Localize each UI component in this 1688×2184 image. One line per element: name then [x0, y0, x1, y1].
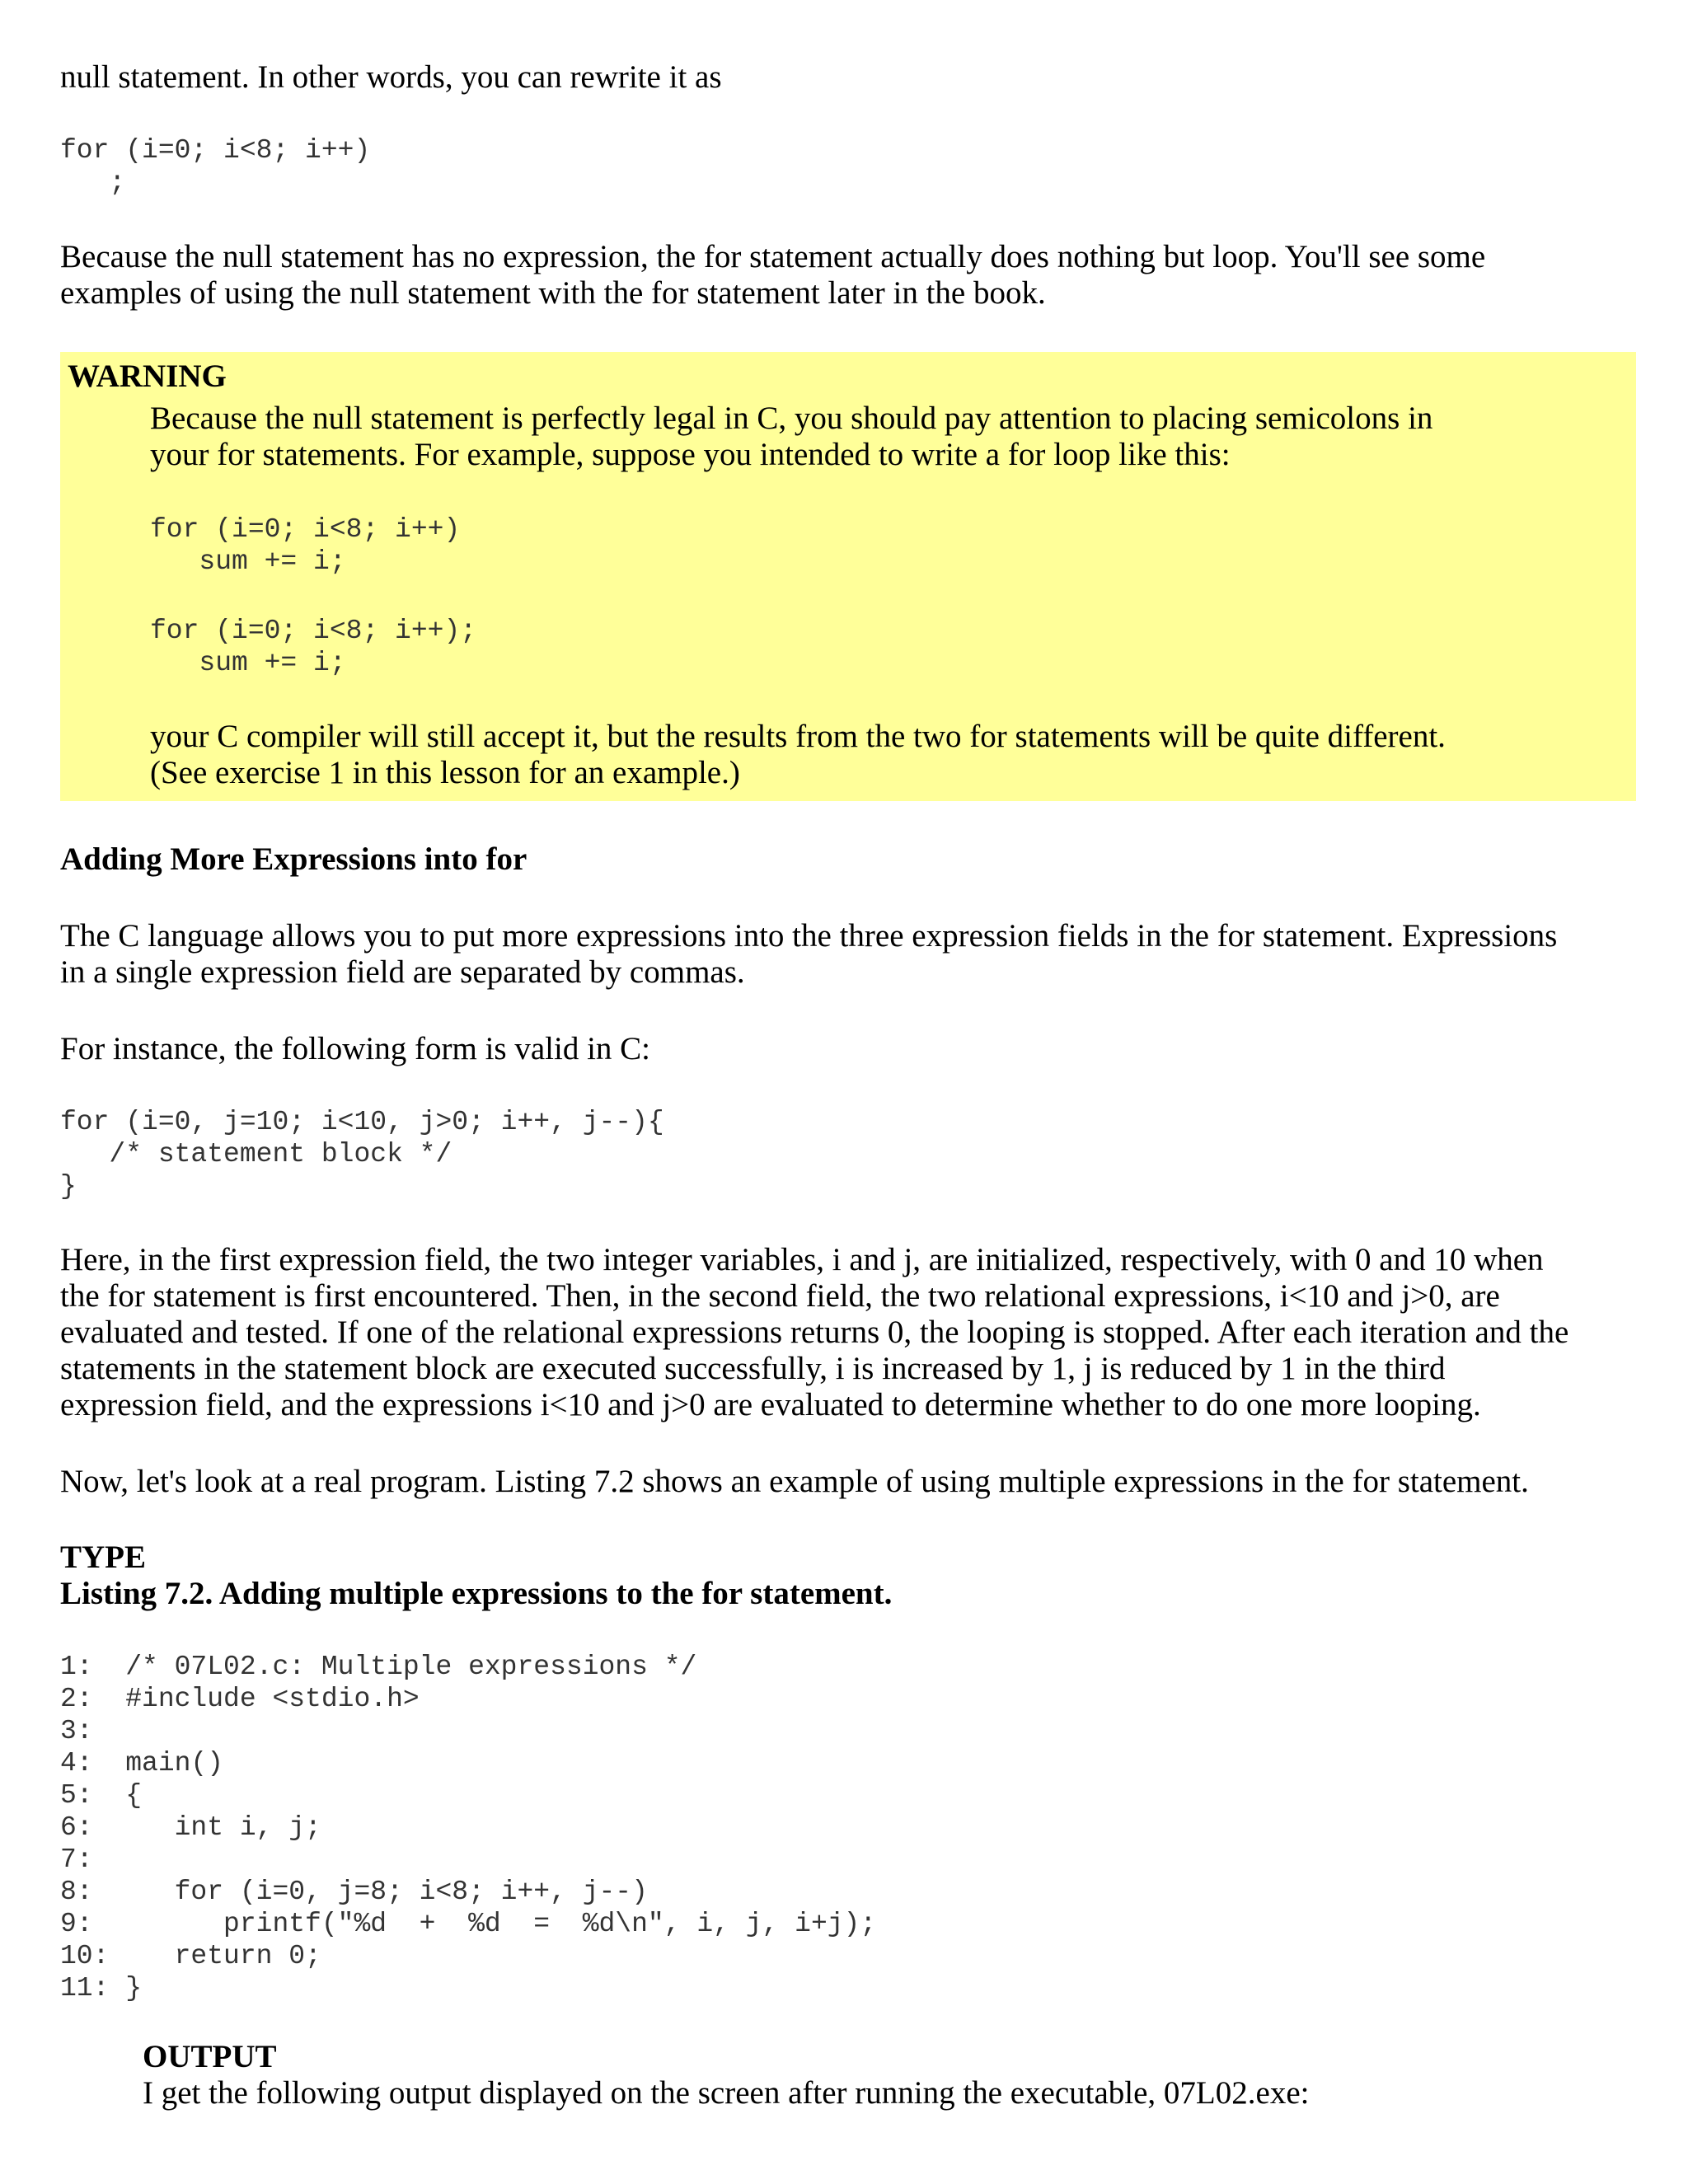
section-paragraph-1-line-1: The C language allows you to put more expressions into the three expression fields in the for statement. Expressions: [60, 918, 1558, 954]
code-multiple-expressions: for (i=0, j=10; i<10, j>0; i++, j--){ /* statement block */ }: [60, 1107, 664, 1202]
listing-title: Listing 7.2. Adding multiple expressions to the for statement.: [60, 1576, 893, 1611]
section-paragraph-3-line-5: expression field, and the expressions i<10 and j>0 are evaluated to determine whether to do one more looping.: [60, 1387, 1481, 1422]
null-statement-paragraph-line-1: Because the null statement has no expression, the for statement actually does nothing but loop. You'll see some: [60, 239, 1486, 274]
section-paragraph-3-line-2: the for statement is first encountered. Then, in the second field, the two relational expressions, i<10 and j>0, are: [60, 1278, 1500, 1314]
section-paragraph-4: Now, let's look at a real program. Listing 7.2 shows an example of using multiple expressions in the for statement.: [60, 1464, 1529, 1499]
section-paragraph-2: For instance, the following form is valid in C:: [60, 1031, 650, 1066]
warning-text-line-3: your C compiler will still accept it, but the results from the two for statements will be quite different.: [150, 719, 1446, 754]
intro-text: null statement. In other words, you can rewrite it as: [60, 59, 722, 95]
output-text: I get the following output displayed on the screen after running the executable, 07L02.exe:: [143, 2075, 1310, 2111]
code-null-loop: for (i=0; i<8; i++) ;: [60, 135, 371, 198]
null-statement-paragraph-line-2: examples of using the null statement with the for statement later in the book.: [60, 275, 1046, 311]
listing-code: 1: /* 07L02.c: Multiple expressions */ 2: #include <stdio.h> 3: 4: main() 5: { 6: int i, j; 7: 8: for (i=0, j=8; i<8; i++, j--) 9: printf("%d + %d = %d\n", i, j, i+j); 10: return 0; 11: }: [60, 1652, 877, 2004]
warning-text-line-2: your for statements. For example, suppose you intended to write a for loop like this:: [150, 437, 1231, 472]
section-heading: Adding More Expressions into for: [60, 841, 528, 877]
section-paragraph-3-line-1: Here, in the first expression field, the two integer variables, i and j, are initialized, respectively, with 0 and 10 when: [60, 1242, 1544, 1277]
listing-type-label: TYPE: [60, 1540, 147, 1575]
output-label: OUTPUT: [143, 2039, 277, 2074]
warning-code-mistake: for (i=0; i<8; i++); sum += i;: [150, 616, 477, 678]
section-paragraph-3-line-3: evaluated and tested. If one of the relational expressions returns 0, the looping is stopped. After each iteration and the: [60, 1315, 1569, 1350]
warning-text-line-4: (See exercise 1 in this lesson for an example.): [150, 755, 740, 790]
warning-code-intended: for (i=0; i<8; i++) sum += i;: [150, 514, 461, 577]
warning-title: WARNING: [68, 359, 227, 394]
section-paragraph-3-line-4: statements in the statement block are executed successfully, i is increased by 1, j is reduced by 1 in the third: [60, 1351, 1446, 1386]
warning-text-line-1: Because the null statement is perfectly legal in C, you should pay attention to placing semicolons in: [150, 401, 1433, 436]
section-paragraph-1-line-2: in a single expression field are separated by commas.: [60, 954, 745, 990]
